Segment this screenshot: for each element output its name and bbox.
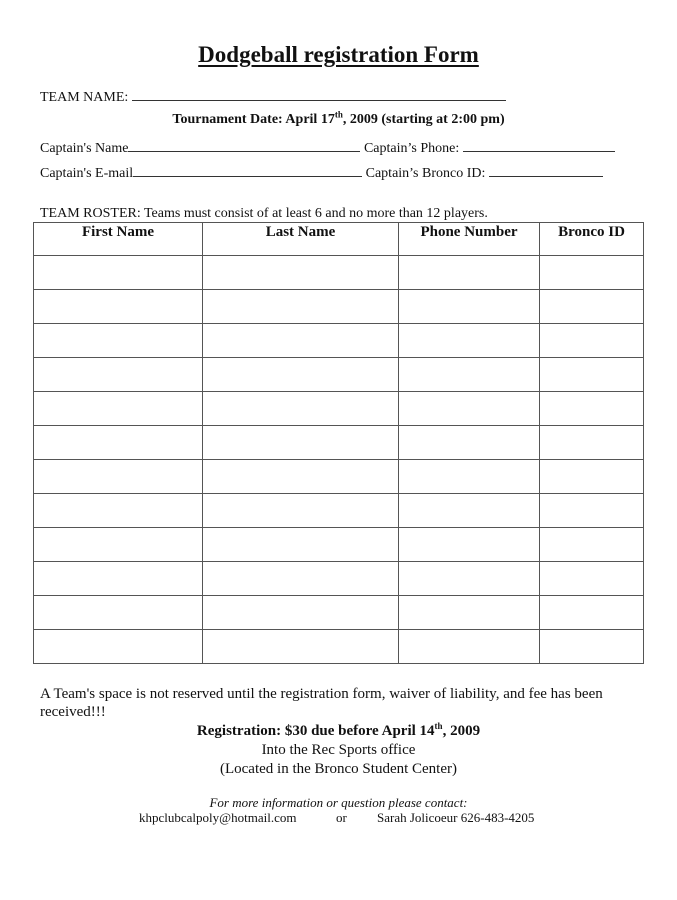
- cell-first-name[interactable]: [34, 562, 203, 596]
- team-name-field[interactable]: [132, 86, 506, 101]
- cell-bronco-id[interactable]: [540, 596, 644, 630]
- cell-bronco-id[interactable]: [540, 562, 644, 596]
- cell-first-name[interactable]: [34, 324, 203, 358]
- roster-caption: TEAM ROSTER: Teams must consist of at least 6 and no more than 12 players.: [40, 206, 488, 221]
- cell-last-name[interactable]: [203, 256, 399, 290]
- cell-first-name[interactable]: [34, 460, 203, 494]
- cell-phone-number[interactable]: [399, 392, 540, 426]
- cell-last-name[interactable]: [203, 426, 399, 460]
- cell-last-name[interactable]: [203, 596, 399, 630]
- cell-bronco-id[interactable]: [540, 426, 644, 460]
- roster-table: [33, 222, 644, 664]
- col-last-name: Last Name: [203, 223, 399, 256]
- registration-location: Into the Rec Sports office: [261, 742, 416, 758]
- cell-phone-number[interactable]: [399, 324, 540, 358]
- captain-name-row: [40, 137, 615, 158]
- team-name-label: TEAM NAME:: [40, 90, 129, 105]
- cell-bronco-id[interactable]: [540, 392, 644, 426]
- cell-first-name[interactable]: [34, 426, 203, 460]
- cell-first-name[interactable]: [34, 392, 203, 426]
- captain-bronco-id-label: Captain’s Bronco ID:: [365, 166, 486, 181]
- roster-header-row: [34, 223, 644, 256]
- cell-bronco-id[interactable]: [540, 460, 644, 494]
- cell-first-name[interactable]: [34, 528, 203, 562]
- cell-phone-number[interactable]: [399, 256, 540, 290]
- captain-email-label: Captain's E-mail: [40, 166, 134, 181]
- table-row: [34, 460, 644, 494]
- cell-phone-number[interactable]: [399, 290, 540, 324]
- team-name-row: [40, 86, 506, 107]
- tournament-date: [0, 111, 677, 129]
- cell-last-name[interactable]: [203, 392, 399, 426]
- col-bronco-id: Bronco ID: [540, 223, 644, 256]
- cell-last-name[interactable]: [203, 528, 399, 562]
- registration-fee-text: Registration: $30 due before April 14: [196, 723, 435, 739]
- reservation-notice: A Team's space is not reserved until the registration form, waiver of liability, and fee has been received!!!: [40, 686, 603, 720]
- table-row: [34, 426, 644, 460]
- cell-last-name[interactable]: [203, 460, 399, 494]
- contact-heading: For more information or question please contact:: [209, 795, 468, 810]
- tournament-date-suffix: , 2009 (starting at 2:00 pm): [342, 112, 505, 127]
- cell-bronco-id[interactable]: [540, 494, 644, 528]
- cell-phone-number[interactable]: [399, 358, 540, 392]
- registration-fee-suffix: , 2009: [442, 723, 481, 739]
- registration-location-note: (Located in the Bronco Student Center): [219, 761, 457, 777]
- cell-first-name[interactable]: [34, 256, 203, 290]
- cell-first-name[interactable]: [34, 630, 203, 664]
- roster-body: [34, 256, 644, 664]
- captain-email-row: [40, 162, 603, 183]
- table-row: [34, 358, 644, 392]
- captain-name-label: Captain's Name: [40, 141, 129, 156]
- cell-bronco-id[interactable]: [540, 290, 644, 324]
- captain-name-field[interactable]: [128, 137, 360, 152]
- cell-bronco-id[interactable]: [540, 358, 644, 392]
- cell-bronco-id[interactable]: [540, 630, 644, 664]
- table-row: [34, 256, 644, 290]
- cell-phone-number[interactable]: [399, 460, 540, 494]
- cell-bronco-id[interactable]: [540, 324, 644, 358]
- cell-bronco-id[interactable]: [540, 256, 644, 290]
- cell-last-name[interactable]: [203, 630, 399, 664]
- cell-first-name[interactable]: [34, 358, 203, 392]
- tournament-date-sup: th: [334, 109, 343, 120]
- col-first-name: First Name: [34, 223, 203, 256]
- cell-phone-number[interactable]: [399, 630, 540, 664]
- table-row: [34, 630, 644, 664]
- contact-person: Sarah Jolicoeur 626-483-4205: [377, 810, 535, 825]
- form-title: [0, 40, 677, 70]
- form-title-text: Dodgeball registration Form: [198, 42, 479, 67]
- captain-email-field[interactable]: [133, 162, 362, 177]
- cell-last-name[interactable]: [203, 324, 399, 358]
- registration-fee: [0, 722, 677, 741]
- table-row: [34, 528, 644, 562]
- cell-bronco-id[interactable]: [540, 528, 644, 562]
- table-row: [34, 596, 644, 630]
- captain-bronco-id-field[interactable]: [489, 162, 603, 177]
- captain-phone-field[interactable]: [463, 137, 615, 152]
- contact-or: or: [336, 810, 347, 825]
- cell-phone-number[interactable]: [399, 494, 540, 528]
- table-row: [34, 290, 644, 324]
- contact-email[interactable]: khpclubcalpoly@hotmail.com: [139, 810, 297, 825]
- cell-phone-number[interactable]: [399, 426, 540, 460]
- table-row: [34, 324, 644, 358]
- tournament-date-text: Tournament Date: April 17: [172, 112, 335, 127]
- table-row: [34, 392, 644, 426]
- cell-phone-number[interactable]: [399, 528, 540, 562]
- cell-last-name[interactable]: [203, 494, 399, 528]
- cell-last-name[interactable]: [203, 562, 399, 596]
- registration-fee-sup: th: [434, 721, 443, 731]
- table-row: [34, 562, 644, 596]
- cell-last-name[interactable]: [203, 358, 399, 392]
- cell-first-name[interactable]: [34, 596, 203, 630]
- captain-phone-label: Captain’s Phone:: [363, 141, 460, 156]
- cell-phone-number[interactable]: [399, 596, 540, 630]
- cell-phone-number[interactable]: [399, 562, 540, 596]
- col-phone-number: Phone Number: [399, 223, 540, 256]
- table-row: [34, 494, 644, 528]
- cell-first-name[interactable]: [34, 290, 203, 324]
- cell-first-name[interactable]: [34, 494, 203, 528]
- cell-last-name[interactable]: [203, 290, 399, 324]
